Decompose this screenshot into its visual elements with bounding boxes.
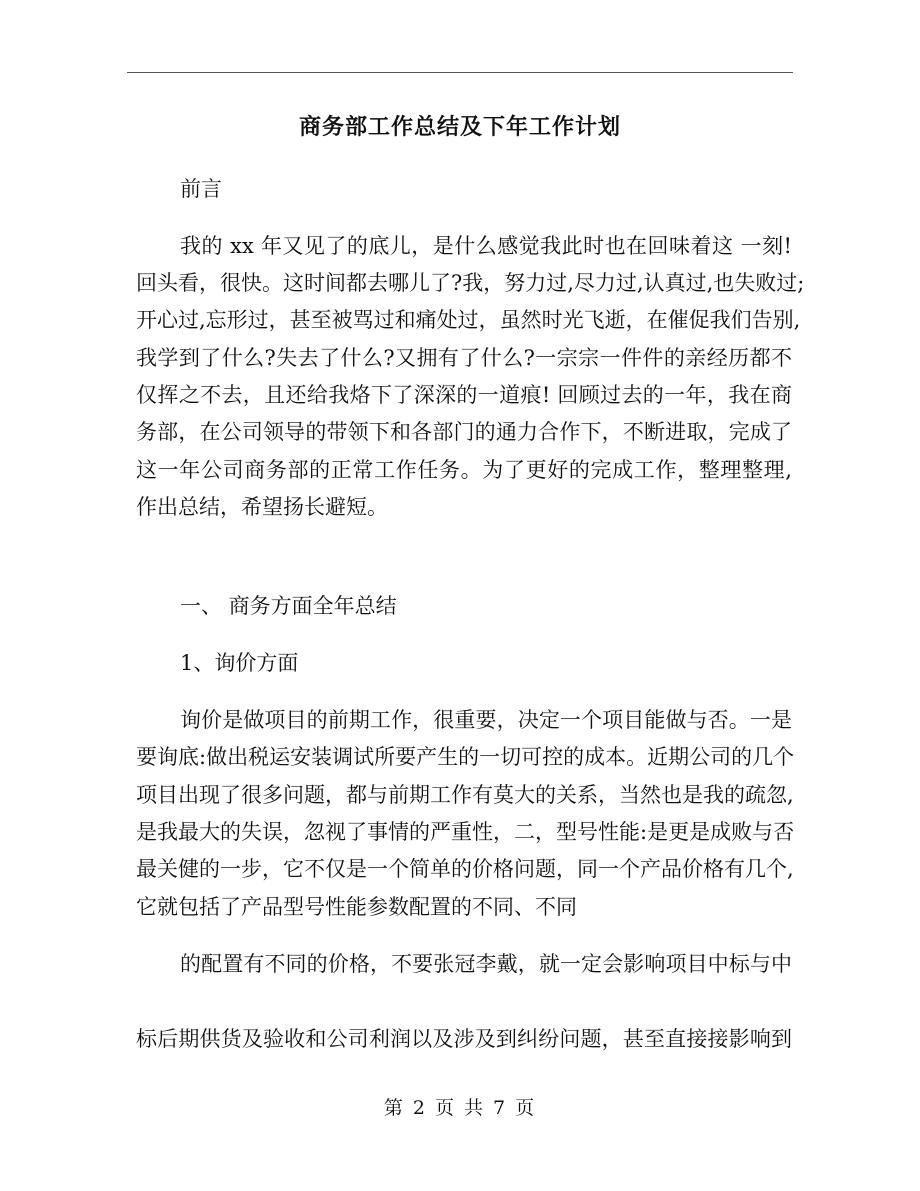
paragraph1-line: 开心过,忘形过，甚至被骂过和痛处过，虽然时光飞逝，在催促我们告别, <box>136 308 801 332</box>
paragraph2-line: 是我最大的失误，忽视了事情的严重性，二，型号性能:是更是成败与否 <box>136 820 795 844</box>
paragraph3-line: 的配置有不同的价格，不要张冠李戴，就一定会影响项目中标与中 <box>180 952 792 976</box>
section1-heading: 一、 商务方面全年总结 <box>180 594 397 618</box>
paragraph1-line: 回头看，很快。这时间都去哪儿了?我，努力过,尽力过,认真过,也失败过; <box>136 271 805 295</box>
paragraph2-line: 项目出现了很多问题，都与前期工作有莫大的关系，当然也是我的疏忽, <box>136 783 794 807</box>
subsection1-heading: 1、询价方面 <box>180 651 299 675</box>
paragraph1-line: 我学到了什么?失去了什么?又拥有了什么?一宗宗一件件的亲经历都不 <box>136 346 792 370</box>
paragraph3-line: 标后期供货及验收和公司利润以及涉及到纠纷问题，甚至直接接影响到 <box>136 1027 792 1051</box>
document-title: 商务部工作总结及下年工作计划 <box>298 114 621 140</box>
paragraph2-line: 最关健的一步，它不仅是一个简单的价格问题，同一个产品价格有几个, <box>136 857 794 881</box>
paragraph1-line: 务部，在公司领导的带领下和各部门的通力合作下，不断进取，完成了 <box>136 420 792 444</box>
paragraph1-line: 作出总结，希望扬长避短。 <box>136 495 388 519</box>
preface-heading: 前言 <box>180 177 222 201</box>
header-rule <box>127 72 793 73</box>
page-number-footer: 第 2 页 共 7 页 <box>383 1097 537 1119</box>
paragraph1-line: 仅挥之不去，且还给我烙下了深深的一道痕! 回顾过去的一年，我在商 <box>136 383 792 407</box>
paragraph2-line: 询价是做项目的前期工作，很重要，决定一个项目能做与否。一是 <box>180 708 792 732</box>
paragraph2-line: 它就包括了产品型号性能参数配置的不同、不同 <box>136 895 577 919</box>
paragraph1-line: 我的 xx 年又见了的底儿，是什么感觉我此时也在回味着这 一刻! <box>180 234 792 258</box>
paragraph1-line: 这一年公司商务部的正常工作任务。为了更好的完成工作，整理整理, <box>136 458 792 482</box>
paragraph2-line: 要询底:做出税运安装调试所要产生的一切可控的成本。近期公司的几个 <box>136 745 795 769</box>
